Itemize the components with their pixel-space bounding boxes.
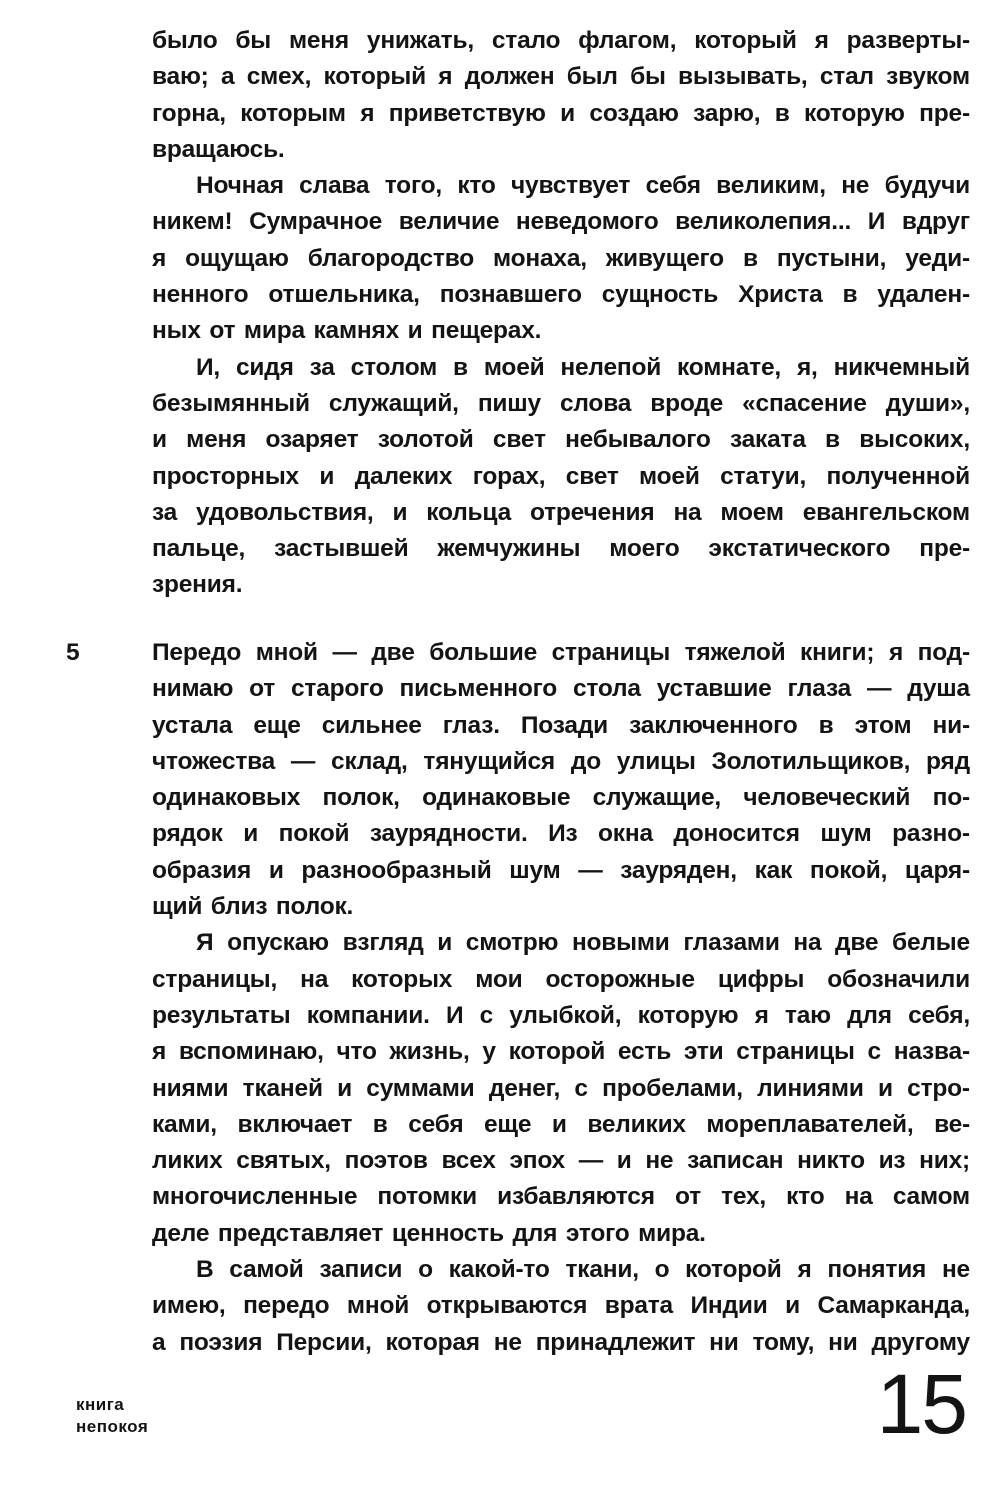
text-line: Я опускаю взгляд и смотрю новыми глазами на две белые [196,929,970,957]
text-line: Ночная слава того, кто чувствует себя великим, не будучи [196,172,970,200]
text-line: горна, которым я приветствую и создаю зарю, в которую пре- [152,99,970,127]
text-line: ликих святых, поэтов всех эпох — и не записан никто из них; [152,1147,970,1175]
text-line: многочисленные потомки избавляются от тех, кто на самом [152,1183,970,1211]
text-line: ниями тканей и суммами денег, с пробелами, линиями и стро- [152,1074,970,1102]
text-line: ных от мира камнях и пещерах. [152,317,542,345]
text-line: результаты компании. И с улыбкой, которую я таю для себя, [152,1001,970,1029]
text-line: В самой записи о какой-то ткани, о которой я понятия не [196,1256,970,1284]
text-line: ками, включает в себя еще и великих мореплавателей, ве- [152,1110,970,1138]
text-line: одинаковых полок, одинаковые служащие, человеческий по- [152,784,970,812]
text-line: и меня озаряет золотой свет небывалого заката в высоких, [152,426,970,454]
running-footer-book-title [76,1394,148,1438]
text-line: просторных и далеких горах, свет моей статуи, полученной [152,462,970,490]
text-line: Передо мной — две большие страницы тяжелой книги; я под- [152,639,970,666]
text-line: зрения. [152,571,243,599]
text-line: нимаю от старого письменного стола уставшие глаза — душа [152,675,970,703]
text-line: пальце, застывшей жемчужины моего экстатического пре- [152,535,970,563]
text-line: безымянный служащий, пишу слова вроде «спасение души», [152,389,970,417]
section-number: 5 [66,639,80,666]
text-line: щий близ полок. [152,893,354,921]
text-line: никем! Сумрачное величие неведомого великолепия... И вдруг [152,208,970,236]
text-line: имею, передо мной открываются врата Индии и Самарканда, [152,1292,970,1320]
text-line: ваю; а смех, который я должен был бы вызывать, стал звуком [152,63,970,91]
book-title-line-2: непокоя [76,1417,149,1436]
text-line: я вспоминаю, что жизнь, у которой есть эти страницы с назва- [152,1038,970,1066]
text-line: за удовольствия, и кольца отречения на моем евангельском [152,498,970,526]
text-line: И, сидя за столом в моей нелепой комнате, я, никчемный [196,353,970,381]
text-line: ненного отшельника, познавшего сущность Христа в удален- [152,281,970,309]
text-block-1 [152,23,970,604]
text-line: чтожества — склад, тянущийся до улицы Золотильщиков, ряд [152,747,970,775]
text-line: рядок и покой заурядности. Из окна доносится шум разно- [152,820,970,848]
text-block-2 [152,635,970,1361]
text-line: образия и разнообразный шум — зауряден, как покой, царя- [152,856,970,884]
text-line: устала еще сильнее глаз. Позади заключенного в этом ни- [152,711,970,739]
text-line: деле представляет ценность для этого мира. [152,1219,706,1247]
text-line: я ощущаю благородство монаха, живущего в пустыни, уеди- [152,244,970,272]
page-number: 15 [876,1357,966,1451]
text-line: а поэзия Персии, которая не принадлежит ни тому, ни другому [152,1328,970,1356]
book-title-line-1: книга [76,1395,125,1414]
text-line: вращаюсь. [152,135,285,163]
text-line: было бы меня унижать, стало флагом, который я разверты- [152,27,970,54]
text-line: страницы, на которых мои осторожные цифры обозначили [152,965,970,993]
